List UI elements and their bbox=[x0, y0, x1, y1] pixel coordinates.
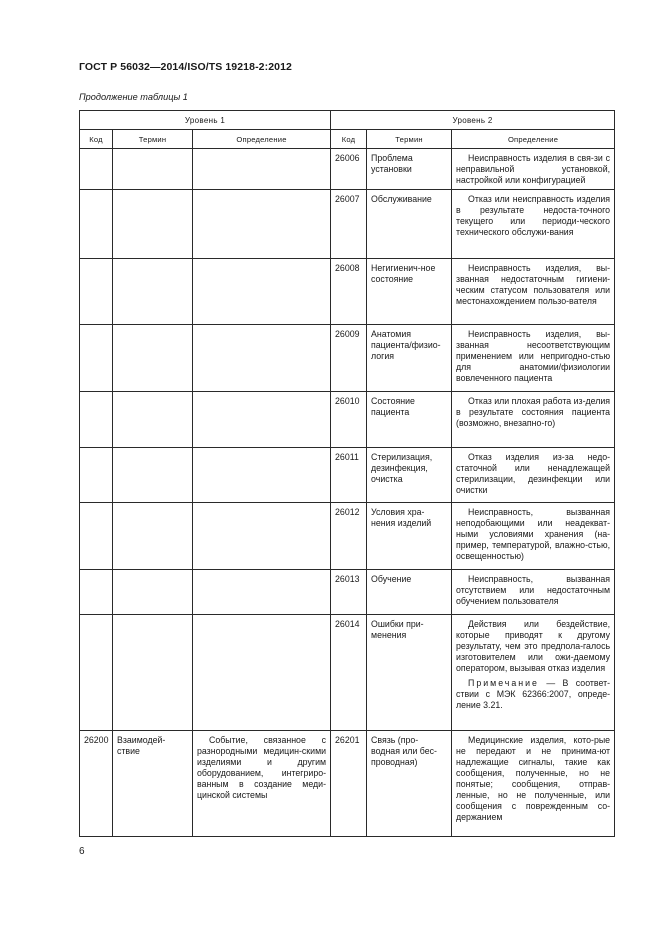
level1-definition-cell: Событие, связанное с разнородными медицин-скими изделиями и другим оборудованием, интегриро-ванным в создание меди-цинской системы bbox=[193, 731, 331, 837]
level2-definition-cell: Отказ изделия из-за недо-статочной или ненадлежащей стерилизации, дезинфекции или очистки bbox=[452, 448, 615, 503]
level2-code-cell: 26010 bbox=[331, 392, 367, 448]
level1-header: Уровень 1 bbox=[80, 111, 331, 130]
level1-code-cell bbox=[80, 259, 113, 325]
level2-code-cell: 26011 bbox=[331, 448, 367, 503]
table-row bbox=[80, 731, 615, 837]
level1-term-cell bbox=[113, 448, 193, 503]
level1-code-header: Код bbox=[80, 130, 113, 149]
level2-term-cell: Анатомия пациента/физио-логия bbox=[367, 325, 452, 392]
level2-term-cell: Обучение bbox=[367, 570, 452, 615]
level2-code-header: Код bbox=[331, 130, 367, 149]
level2-term-cell: Обслуживание bbox=[367, 190, 452, 259]
level1-definition-cell bbox=[193, 570, 331, 615]
level1-term-cell bbox=[113, 503, 193, 570]
level2-definition-cell: Неисправность изделия, вы-званная несоответствующим применением или непригодно-стью для анатомии/физиологии вовлеченного пациента bbox=[452, 325, 615, 392]
level2-code-cell: 26013 bbox=[331, 570, 367, 615]
level2-definition-cell bbox=[452, 615, 615, 731]
table-row bbox=[80, 259, 615, 325]
level2-code-cell: 26201 bbox=[331, 731, 367, 837]
level2-code-cell: 26007 bbox=[331, 190, 367, 259]
level1-code-cell bbox=[80, 392, 113, 448]
level2-term-cell: Условия хра-нения изделий bbox=[367, 503, 452, 570]
level1-term-cell bbox=[113, 570, 193, 615]
level2-definition-header: Определение bbox=[452, 130, 615, 149]
level2-definition-cell: Неисправность изделия в свя-зи с неправильной установкой, настройкой или конфигурацией bbox=[452, 149, 615, 190]
level1-definition-cell bbox=[193, 259, 331, 325]
classification-table bbox=[79, 110, 615, 837]
table-row bbox=[80, 190, 615, 259]
level1-code-cell bbox=[80, 325, 113, 392]
level2-definition-cell: Неисправность изделия, вы-званная недостаточным гигиени-ческим статусом пользователя или местонахождением пользо-вателя bbox=[452, 259, 615, 325]
level1-definition-cell bbox=[193, 190, 331, 259]
level-header-row bbox=[80, 111, 615, 130]
note-paragraph bbox=[456, 678, 610, 711]
table-row bbox=[80, 392, 615, 448]
level2-term-header: Термин bbox=[367, 130, 452, 149]
level2-term-cell: Стерилизация, дезинфекция, очистка bbox=[367, 448, 452, 503]
level2-definition-cell: Отказ или неисправность изделия в результате недоста-точного текущего или периоди-ческого технического обслужи-вания bbox=[452, 190, 615, 259]
level2-term-cell: Состояние пациента bbox=[367, 392, 452, 448]
table-row bbox=[80, 503, 615, 570]
level2-code-cell: 26014 bbox=[331, 615, 367, 731]
level1-term-cell bbox=[113, 190, 193, 259]
table-row bbox=[80, 570, 615, 615]
page-number: 6 bbox=[79, 846, 85, 857]
column-header-row bbox=[80, 130, 615, 149]
level2-term-cell: Связь (про-водная или бес-проводная) bbox=[367, 731, 452, 837]
level1-term-cell bbox=[113, 392, 193, 448]
level2-code-cell: 26012 bbox=[331, 503, 367, 570]
definition-text: Действия или бездействие, которые приводят к другому результату, чем это предпола-галось изготовителем или ожи-даемому оператором, вызывая отказ изделия bbox=[456, 619, 611, 673]
level1-code-cell bbox=[80, 503, 113, 570]
level1-definition-cell bbox=[193, 149, 331, 190]
document-header: ГОСТ Р 56032—2014/ISO/TS 19218-2:2012 bbox=[79, 61, 292, 73]
level1-term-cell bbox=[113, 259, 193, 325]
level1-definition-header: Определение bbox=[193, 130, 331, 149]
level1-definition-cell bbox=[193, 503, 331, 570]
level2-term-cell: Проблема установки bbox=[367, 149, 452, 190]
level1-term-cell bbox=[113, 149, 193, 190]
table-caption: Продолжение таблицы 1 bbox=[79, 92, 188, 102]
level1-term-cell: Взаимодей-ствие bbox=[113, 731, 193, 837]
level1-definition-cell bbox=[193, 448, 331, 503]
level2-code-cell: 26006 bbox=[331, 149, 367, 190]
level2-definition-cell: Медицинские изделия, кото-рые не передают и не принима-ют надлежащие сигналы, такие как сообщения, полученные, но не понятые; сообщения, отправ-ленные, но не полученные, или сообщения с поврежденным со-держанием bbox=[452, 731, 615, 837]
level2-term-cell: Ошибки при-менения bbox=[367, 615, 452, 731]
table-row bbox=[80, 149, 615, 190]
level1-term-header: Термин bbox=[113, 130, 193, 149]
table-row bbox=[80, 325, 615, 392]
table-row bbox=[80, 615, 615, 731]
level1-definition-cell bbox=[193, 325, 331, 392]
level1-definition-cell bbox=[193, 392, 331, 448]
level2-header: Уровень 2 bbox=[331, 111, 615, 130]
level1-code-cell bbox=[80, 190, 113, 259]
level1-code-cell: 26200 bbox=[80, 731, 113, 837]
note-label: Примечание bbox=[468, 678, 539, 688]
level1-term-cell bbox=[113, 615, 193, 731]
level2-code-cell: 26008 bbox=[331, 259, 367, 325]
note-text: — В соответ-ствии с МЭК 62366:2007, опреде-ление 3.21. bbox=[456, 678, 611, 710]
level2-definition-cell: Отказ или плохая работа из-делия в результате состояния пациента (возможно, внезапно-го) bbox=[452, 392, 615, 448]
level1-code-cell bbox=[80, 448, 113, 503]
level1-code-cell bbox=[80, 149, 113, 190]
level2-definition-cell: Неисправность, вызванная неподобающими или неадекват-ными условиями хранения (на-пример, температурой, влажно-стью, освещенностью) bbox=[452, 503, 615, 570]
level1-definition-cell bbox=[193, 615, 331, 731]
level1-code-cell bbox=[80, 615, 113, 731]
level2-definition-cell: Неисправность, вызванная отсутствием или недостаточным обучением пользователя bbox=[452, 570, 615, 615]
level1-code-cell bbox=[80, 570, 113, 615]
level1-term-cell bbox=[113, 325, 193, 392]
level2-code-cell: 26009 bbox=[331, 325, 367, 392]
table-row bbox=[80, 448, 615, 503]
level2-term-cell: Негигиенич-ное состояние bbox=[367, 259, 452, 325]
